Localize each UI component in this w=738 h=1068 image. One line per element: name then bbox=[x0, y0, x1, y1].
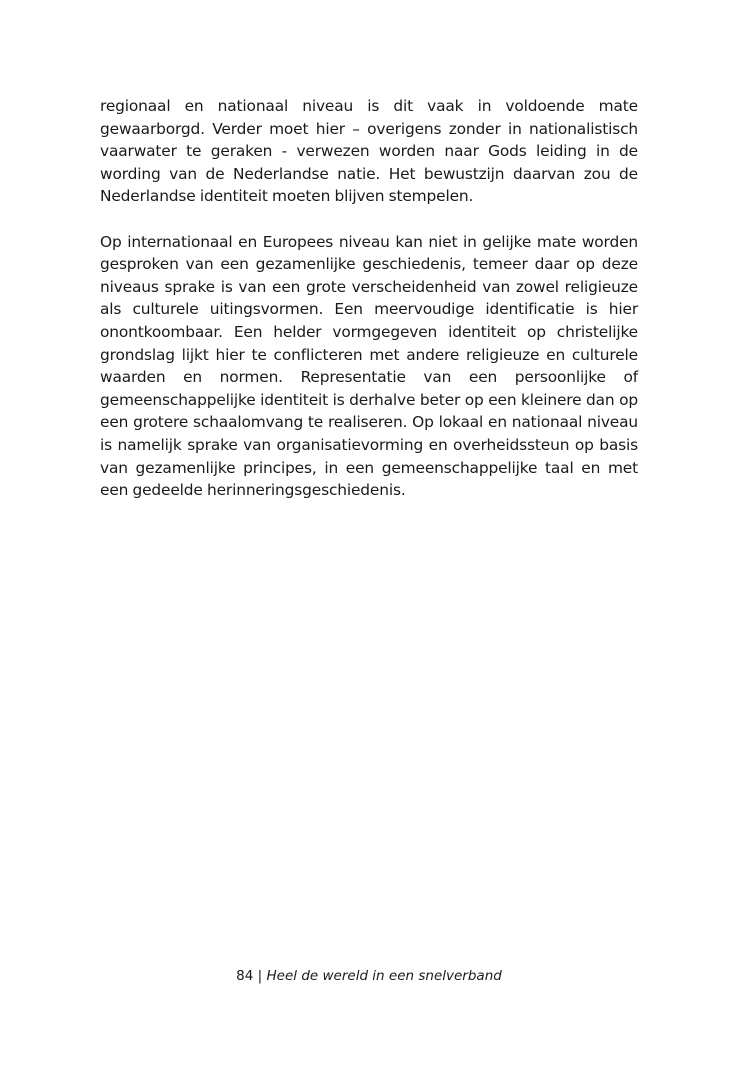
page-footer bbox=[0, 966, 738, 986]
paragraph-1: regionaal en nationaal niveau is dit vaak in voldoende mate gewaarborgd. Verder moet hier – overigens zonder in nationalistisch vaarwater te geraken - verwezen worden naar Gods leiding in de wording van de Nederlandse natie. Het bewustzijn daarvan zou de Nederlandse identiteit moeten blijven stempelen. bbox=[100, 97, 638, 206]
body-text bbox=[100, 95, 638, 502]
footer-separator: | bbox=[257, 968, 263, 984]
page-number: 84 bbox=[236, 968, 254, 984]
paragraph-2: Op internationaal en Europees niveau kan niet in gelijke mate worden gesproken van een gezamenlijke geschiedenis, temeer daar op deze niveaus sprake is van een grote verscheidenheid van zowel religieuze als culturele uitingsvormen. Een meervoudige identificatie is hier onontkoombaar. Een helder vormgegeven identiteit op christelijke grondslag lijkt hier te conflicteren met andere religieuze en culturele waarden en normen. Representatie van een persoonlijke of gemeenschappelijke identiteit is derhalve beter op een kleinere dan op een grotere schaalomvang te realiseren. Op lokaal en nationaal niveau is namelijk sprake van organisatievorming en overheidssteun op basis van gezamenlijke principes, in een gemeenschappelijke taal en met een gedeelde herinneringsgeschiedenis. bbox=[100, 232, 638, 500]
book-title: Heel de wereld in een snelverband bbox=[266, 968, 502, 984]
